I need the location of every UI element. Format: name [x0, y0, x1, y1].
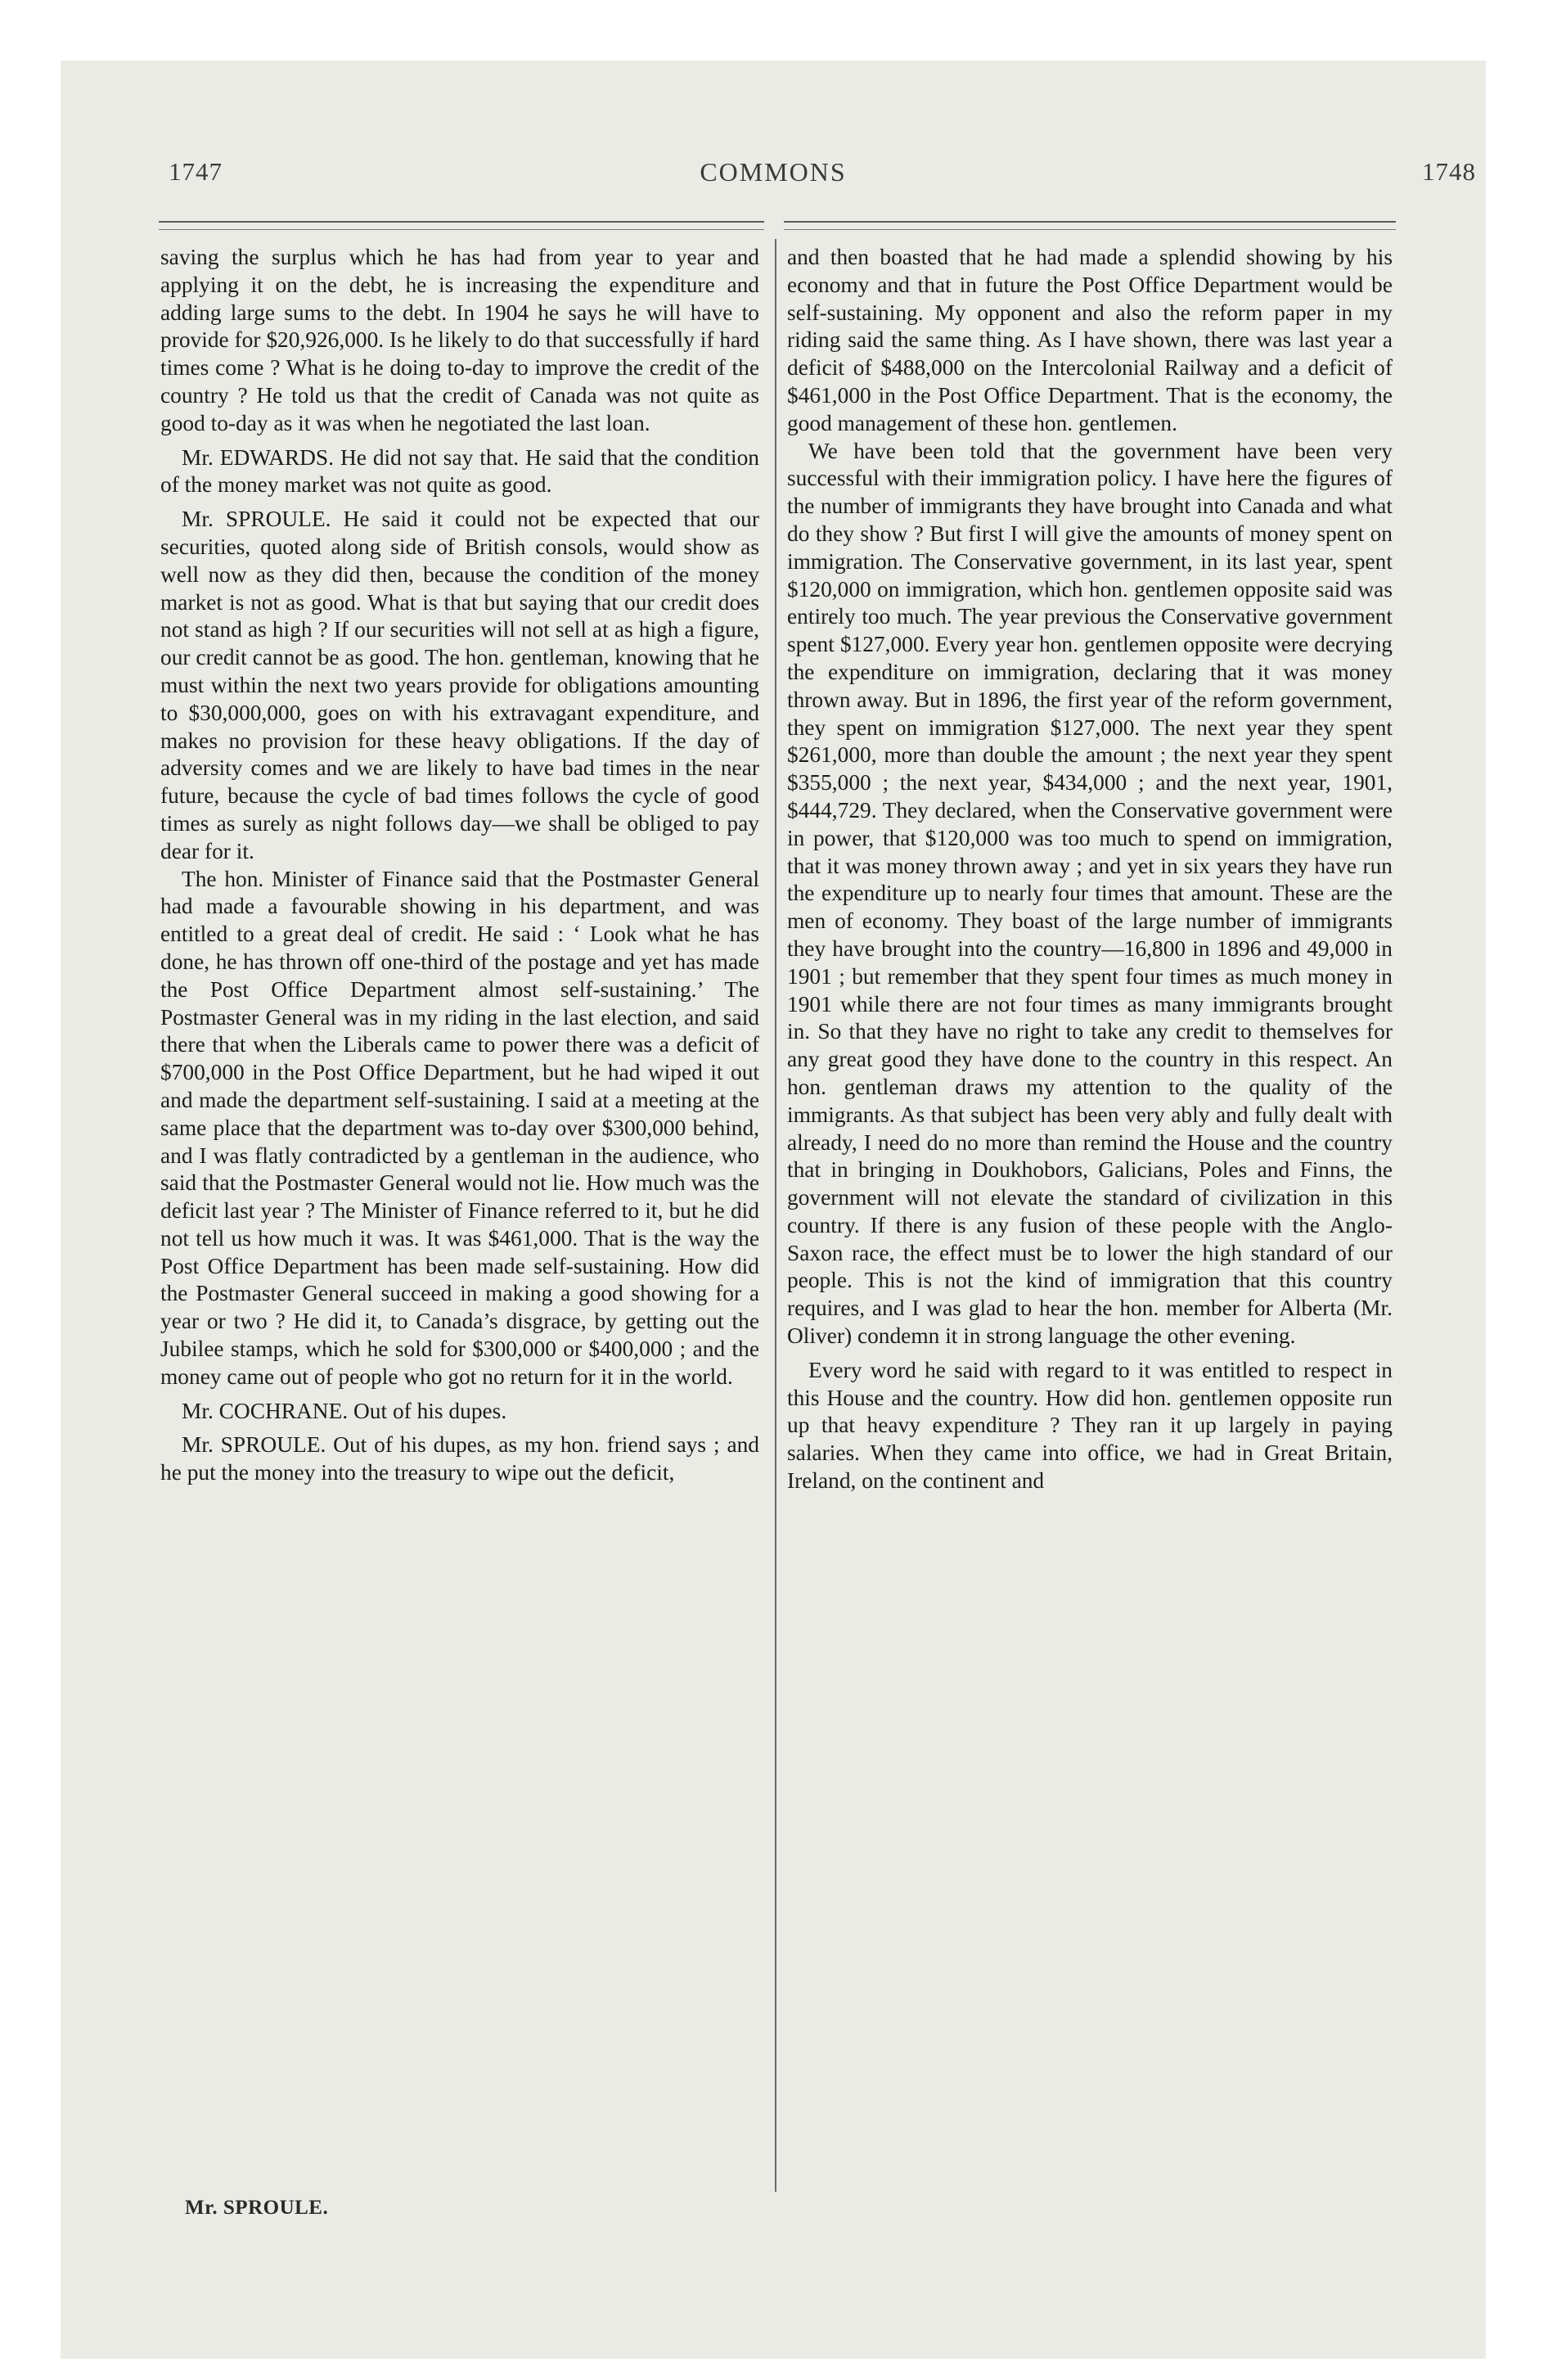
- paragraph: We have been told that the government have been very successful with their immigration policy. I have here the figures of the number of immigrants they have brought into Canada and what do they show ? But first I will give the amounts of money spent on immigration. The Conservative government, in its last year, spent $120,000 on immigration, which hon. gentlemen opposite said was entirely too much. The year previous the Conservative government spent $127,000. Every year hon. gentlemen opposite were decrying the expenditure on immigration, declaring that it was money thrown away. But in 1896, the first year of the reform government, they spent on immigration $127,000. The next year they spent $261,000, more than double the amount ; the next year they spent $355,000 ; the next year, $434,000 ; and the next year, 1901, $444,729. They declared, when the Conservative government were in power, that $120,000 was too much to spend on immigration, that it was money thrown away ; and yet in six years they have run the expenditure up to nearly four times that amount. These are the men of economy. They boast of the large number of immigrants they have brought into the country—16,800 in 1896 and 49,000 in 1901 ; but remember that they spent four times as much money in 1901 while there are not four times as many immigrants brought in. So that they have no right to take any credit to themselves for any great good they have done to the country in this respect. An hon. gentleman draws my attention to the quality of the immigrants. As that subject has been very ably and fully dealt with already, I need do no more than remind the House and the country that in bringing in Doukhobors, Galicians, Poles and Finns, the government will not elevate the standard of civilization in this country. If there is any fusion of these people with the Anglo-Saxon race, the effect must be to lower the high standard of our people. This is not the kind of immigration that this country requires, and I was glad to hear the hon. member for Alberta (Mr. Oliver) condemn it in strong language the other evening.: [787, 438, 1393, 1349]
- page-title: COMMONS: [700, 157, 847, 187]
- column-divider: [775, 239, 776, 2192]
- paragraph: saving the surplus which he has had from year to year and applying it on the debt, he is increasing the expenditure and adding large sums to the debt. In 1904 he says he will have to provide for $20,926,000. Is he likely to do that successfully if hard times come ? What is he doing to-day to improve the credit of the country ? He told us that the credit of Canada was not quite as good to-day as it was when he negotiated the last loan.: [160, 245, 759, 435]
- left-column: [160, 244, 759, 1487]
- header-rule-left-thin: [159, 229, 764, 230]
- header-rule-left: [159, 221, 764, 223]
- paragraph: Mr. SPROULE. Out of his dupes, as my hon. friend says ; and he put the money into the treasury to wipe out the deficit,: [160, 1432, 759, 1485]
- paragraph: and then boasted that he had made a splendid showing by his economy and that in future the Post Office Department would be self-sustaining. My opponent and also the reform paper in my riding said the same thing. As I have shown, there was last year a deficit of $488,000 on the Intercolonial Railway and a deficit of $461,000 in the Post Office Department. That is the economy, the good management of these hon. gentlemen.: [787, 245, 1393, 435]
- footer-speaker: Mr. SPROULE.: [185, 2197, 329, 2219]
- paragraph: Mr. COCHRANE. Out of his dupes.: [182, 1398, 507, 1423]
- header-rule-right-thin: [784, 229, 1396, 230]
- paragraph: Mr. SPROULE. He said it could not be expected that our securities, quoted along side of British consols, would show as well now as they did then, because the condition of the money market is not as good. What is that but saying that our credit does not stand as high ? If our securities will not sell at as high a figure, our credit cannot be as good. The hon. gentleman, knowing that he must within the next two years provide for obligations amounting to $30,000,000, goes on with his extravagant expenditure, and makes no provision for these heavy obligations. If the day of adversity comes and we are likely to have bad times in the near future, because the cycle of bad times follows the cycle of good times as surely as night follows day—we shall be obliged to pay dear for it.: [160, 507, 759, 863]
- paragraph: Mr. EDWARDS. He did not say that. He said that the condition of the money market was not quite as good.: [160, 444, 759, 498]
- page-number-right: 1748: [1422, 157, 1476, 186]
- page-number-left: 1747: [169, 157, 223, 186]
- right-column: [787, 244, 1393, 1495]
- scanned-page: [61, 61, 1486, 2359]
- paragraph: The hon. Minister of Finance said that the Postmaster General had made a favourable showing in his department, and was entitled to a great deal of credit. He said : ‘ Look what he has done, he has thrown off one-third of the postage and yet has made the Post Office Department almost self-sustaining.’ The Postmaster General was in my riding in the last election, and said there that when the Liberals came to power there was a deficit of $700,000 in the Post Office Department, but he had wiped it out and made the department self-sustaining. I said at a meeting at the same place that the department was to-day over $300,000 behind, and I was flatly contradicted by a gentleman in the audience, who said that the Postmaster General would not lie. How much was the deficit last year ? The Minister of Finance referred to it, but he did not tell us how much it was. It was $461,000. That is the way the Post Office Department has been made self-sustaining. How did the Postmaster General succeed in making a good showing for a year or two ? He did it, to Canada’s disgrace, by getting out the Jubilee stamps, which he sold for $300,000 or $400,000 ; and the money came out of people who got no return for it in the world.: [160, 866, 759, 1389]
- header-rule-right: [784, 221, 1396, 223]
- paragraph: Every word he said with regard to it was entitled to respect in this House and the country. How did hon. gentlemen opposite run up that heavy expenditure ? They ran it up largely in paying salaries. When they came into office, we had in Great Britain, Ireland, on the continent and: [787, 1357, 1393, 1494]
